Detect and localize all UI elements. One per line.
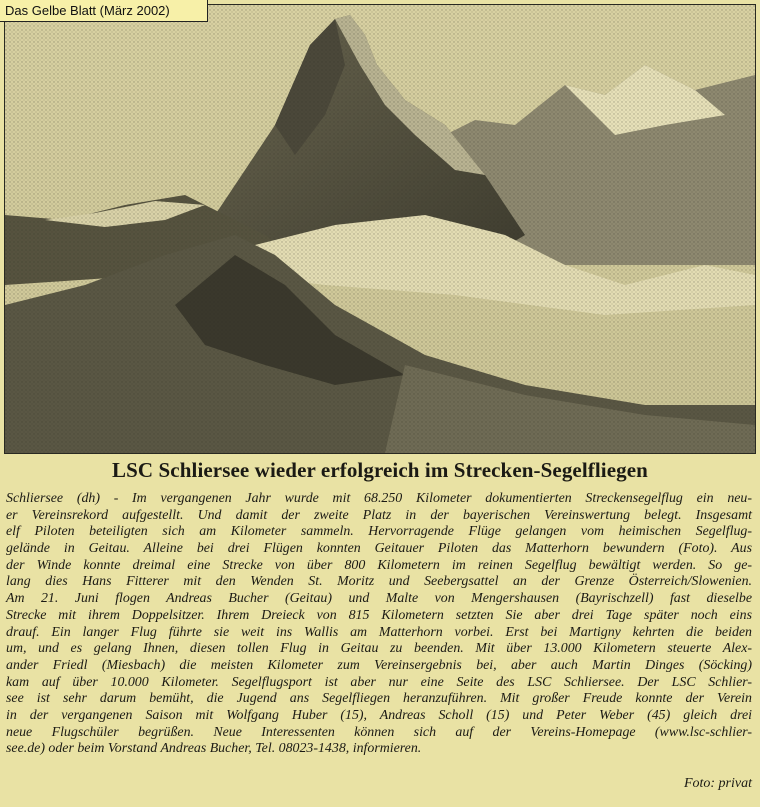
article-line: see ist sehr darum bemüht, die Jugend ans Segelfliegen heranzuführen. Mit großer Freude konnte der Verein [6,691,752,707]
article-line: der Winde konnte dreimal eine Strecke von über 800 Kilometern im reinen Segelflug bewältigt werden. So ge- [6,557,752,573]
photo-credit: Foto: privat [683,776,752,791]
article-line: er Vereinsrekord aufgestellt. Und damit der zweite Platz in der bayerischen Vereinswertung belegt. Insgesamt [6,507,752,523]
article-line: elf Piloten beteiligten sich am Kilometer sammeln. Hervorragende Flüge gelangen vom heimischen Segelflug- [6,524,752,540]
article-line: Strecke mit ihrem Doppelsitzer. Ihrem Dreieck von 815 Kilometern setzten Sie aber drei Tage später noch eins [6,607,752,623]
article-line: neue Flugschüler begrüßen. Neue Interessenten können sich auf der Vereins-Homepage (www.lsc-schlier- [6,724,752,740]
article-line: see.de) oder beim Vorstand Andreas Bucher, Tel. 08023-1438, informieren. [6,741,422,757]
article-line: lang dies Hans Fitterer mit den Wenden St. Moritz und Seebergsattel an der Grenze Österreich/Slowenien. [6,574,752,590]
article-line: drauf. Ein langer Flug führte sie weit ins Wallis am Matterhorn vorbei. Erst bei Martigny kehrten die beiden [6,624,752,640]
article-line: ander Friedl (Miesbach) die meisten Kilometer zum Vereinsergebnis bei, aber auch Martin Dinges (Söcking) [6,657,752,673]
article-line: um, und es gelang Ihnen, diesen tollen Flug in Geitau zu beenden. Mit über 13.000 Kilometern steuerte Alex- [6,641,752,657]
article-line: kam auf über 10.000 Kilometer. Segelflugsport ist aber nur eine Seite des LSC Schliersee. Der LSC Schlier- [6,674,752,690]
article-line: Schliersee (dh) - Im vergangenen Jahr wurde mit 68.250 Kilometer dokumentierten Streckensegelflug ein neu- [6,491,752,506]
article-line: Am 21. Juni flogen Andreas Bucher (Geitau) und Malte von Mengershausen (Bayrischzell) fast dieselbe [6,591,752,607]
article-line: in der vergangenen Saison mit Wolfgang Huber (15), Andreas Scholl (15) und Peter Weber (45) gleich drei [6,707,752,723]
article-body [6,491,752,758]
article-headline: LSC Schliersee wieder erfolgreich im Strecken-Segelfliegen [112,458,648,482]
source-label: Das Gelbe Blatt (März 2002) [0,0,208,22]
matterhorn-photo [4,4,756,454]
mountain-illustration [5,5,755,453]
article-line: gelände in Geitau. Alleine bei drei Flügen konnten Geitauer Piloten das Matterhorn bewundern (Foto). Aus [6,541,752,557]
